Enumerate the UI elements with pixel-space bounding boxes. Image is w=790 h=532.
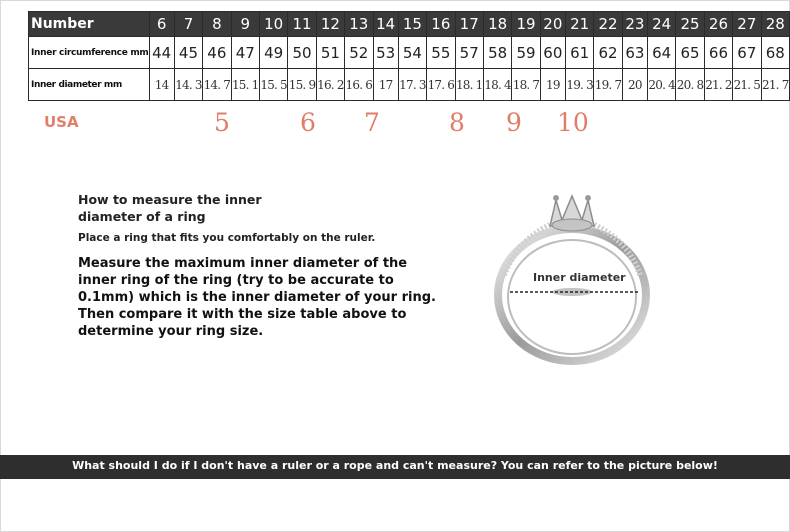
diameter-cell: 18. 7	[512, 69, 540, 101]
size-number-cell: 20	[540, 12, 565, 37]
circumference-cell: 45	[174, 37, 202, 69]
circumference-cell: 63	[622, 37, 647, 69]
circumference-cell: 51	[316, 37, 344, 69]
size-number-cell: 11	[288, 12, 316, 37]
circumference-cell: 68	[761, 37, 789, 69]
diameter-row	[29, 69, 790, 101]
usa-size: 9	[506, 108, 522, 137]
circumference-cell: 62	[594, 37, 622, 69]
number-label: Number	[29, 12, 150, 37]
diameter-cell: 20	[622, 69, 647, 101]
usa-size: 7	[364, 108, 380, 137]
size-number-cell: 23	[622, 12, 647, 37]
size-number-cell: 19	[512, 12, 540, 37]
diameter-cell: 15. 1	[231, 69, 259, 101]
diameter-cell: 17	[373, 69, 398, 101]
size-number-cell: 6	[149, 12, 174, 37]
diameter-cell: 14. 7	[203, 69, 231, 101]
size-number-cell: 27	[733, 12, 761, 37]
circumference-label: Inner circumference mm	[29, 37, 150, 69]
circumference-cell: 59	[512, 37, 540, 69]
diameter-cell: 19	[540, 69, 565, 101]
size-number-cell: 7	[174, 12, 202, 37]
diameter-cell: 16. 2	[316, 69, 344, 101]
diameter-cell: 15. 5	[259, 69, 287, 101]
circumference-cell: 64	[647, 37, 675, 69]
size-number-cell: 9	[231, 12, 259, 37]
circumference-cell: 55	[427, 37, 455, 69]
inner-diameter-label: Inner diameter	[533, 271, 626, 284]
diameter-cell: 16. 6	[345, 69, 373, 101]
usa-label: USA	[44, 113, 79, 131]
diameter-cell: 14. 3	[174, 69, 202, 101]
size-number-cell: 8	[203, 12, 231, 37]
circumference-cell: 60	[540, 37, 565, 69]
ring-size-table	[28, 11, 790, 101]
size-number-cell: 12	[316, 12, 344, 37]
diameter-cell: 18. 4	[483, 69, 511, 101]
circumference-cell: 54	[398, 37, 426, 69]
circumference-cell: 58	[483, 37, 511, 69]
diameter-cell: 19. 3	[565, 69, 593, 101]
circumference-cell: 50	[288, 37, 316, 69]
size-number-cell: 21	[565, 12, 593, 37]
diameter-cell: 17. 6	[427, 69, 455, 101]
size-number-cell: 13	[345, 12, 373, 37]
diameter-cell: 14	[149, 69, 174, 101]
usa-size: 8	[449, 108, 465, 137]
no-ruler-banner: What should I do if I don't have a ruler or a rope and can't measure? You can refer to the picture below!	[0, 455, 790, 479]
diameter-cell: 19. 7	[594, 69, 622, 101]
diameter-label: Inner diameter mm	[29, 69, 150, 101]
circumference-cell: 66	[704, 37, 732, 69]
circumference-cell: 44	[149, 37, 174, 69]
size-number-cell: 28	[761, 12, 789, 37]
diameter-cell: 15. 9	[288, 69, 316, 101]
diameter-cell: 21. 7	[761, 69, 789, 101]
size-number-cell: 17	[455, 12, 483, 37]
diameter-cell: 18. 1	[455, 69, 483, 101]
circumference-cell: 46	[203, 37, 231, 69]
measure-guide-description: Measure the maximum inner diameter of the inner ring of the ring (try to be accurate to 0.1mm) which is the inner diameter of your ring. Then compare it with the size table above to determine your ring size.	[78, 256, 436, 339]
circumference-cell: 61	[565, 37, 593, 69]
size-number-cell: 10	[259, 12, 287, 37]
circumference-row	[29, 37, 790, 69]
circumference-cell: 65	[676, 37, 704, 69]
size-number-cell: 24	[647, 12, 675, 37]
diameter-cell: 21. 2	[704, 69, 732, 101]
diameter-cell: 20. 4	[647, 69, 675, 101]
size-number-cell: 15	[398, 12, 426, 37]
diameter-cell: 21. 5	[733, 69, 761, 101]
circumference-cell: 53	[373, 37, 398, 69]
usa-size: 5	[214, 108, 230, 137]
size-number-cell: 16	[427, 12, 455, 37]
size-number-cell: 26	[704, 12, 732, 37]
circumference-cell: 47	[231, 37, 259, 69]
circumference-cell: 52	[345, 37, 373, 69]
diameter-cell: 17. 3	[398, 69, 426, 101]
size-number-cell: 22	[594, 12, 622, 37]
measure-guide-step: Place a ring that fits you comfortably on the ruler.	[78, 232, 376, 244]
size-number-cell: 14	[373, 12, 398, 37]
measure-guide-title: How to measure the inner diameter of a ring	[78, 192, 262, 224]
circumference-cell: 57	[455, 37, 483, 69]
size-number-cell: 25	[676, 12, 704, 37]
diameter-cell: 20. 8	[676, 69, 704, 101]
circumference-cell: 67	[733, 37, 761, 69]
size-number-cell: 18	[483, 12, 511, 37]
circumference-cell: 49	[259, 37, 287, 69]
usa-size: 6	[300, 108, 316, 137]
size-number-row	[29, 12, 790, 37]
usa-size: 10	[557, 108, 589, 137]
